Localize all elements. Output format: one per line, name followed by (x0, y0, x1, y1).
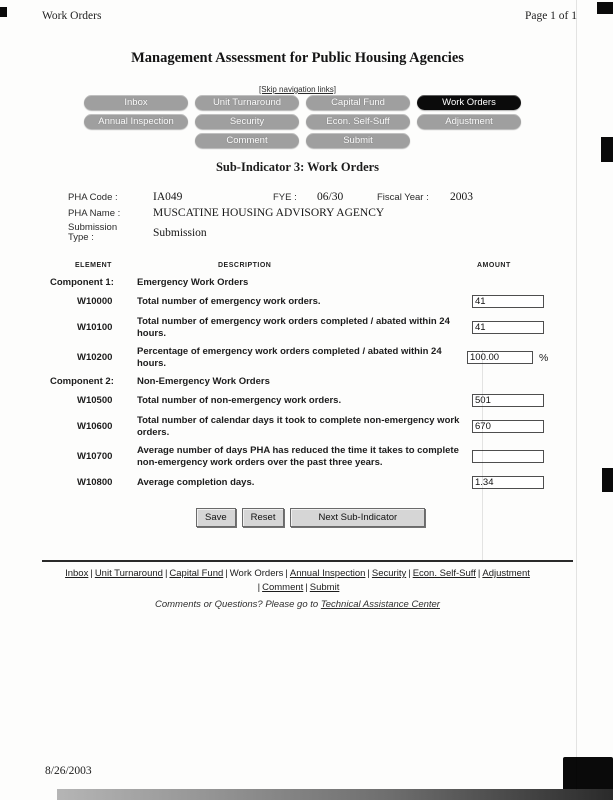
element-code: W10000 (77, 296, 113, 307)
component-1-title: Emergency Work Orders (137, 277, 249, 288)
table-row (50, 294, 560, 309)
nav-tab-security[interactable]: Security (195, 114, 299, 129)
footer-link-submit[interactable]: Submit (309, 581, 340, 593)
column-header-description: DESCRIPTION (218, 262, 272, 269)
element-code: W10100 (77, 322, 113, 333)
footer-link-work-orders: Work Orders (229, 568, 284, 579)
footer-link-comment[interactable]: Comment (262, 581, 304, 593)
sub-indicator-heading: Sub-Indicator 3: Work Orders (215, 160, 380, 174)
scan-artifact (482, 350, 483, 560)
amount-cell (467, 394, 559, 407)
nav-row-3 (0, 133, 605, 148)
amount-cell (467, 450, 559, 463)
element-description: Total number of emergency work orders. (137, 295, 321, 307)
technical-assistance-link[interactable]: Technical Assistance Center (320, 599, 440, 610)
work-orders-table (50, 262, 560, 497)
nav-row-2 (0, 114, 605, 129)
footer-link-annual-inspection[interactable]: Annual Inspection (289, 568, 366, 579)
table-row (50, 445, 560, 468)
scan-artifact (57, 789, 613, 800)
element-code: W10800 (77, 477, 113, 488)
nav-row-1 (0, 95, 605, 110)
help-text: Comments or Questions? Please go to (155, 599, 319, 610)
amount-cell (467, 476, 559, 489)
nav-tab-adjustment[interactable]: Adjustment (417, 114, 521, 129)
page-title: Management Assessment for Public Housing Agencies (131, 50, 464, 66)
element-description: Average completion days. (137, 476, 255, 488)
pha-code-row (68, 191, 538, 203)
amount-input-w10000[interactable] (472, 295, 544, 308)
main-navigation (0, 95, 605, 152)
nav-tab-work-orders[interactable]: Work Orders (417, 95, 521, 110)
save-button[interactable]: Save (196, 508, 236, 527)
component-2-title: Non-Emergency Work Orders (137, 376, 270, 387)
amount-cell (467, 420, 559, 433)
fye-value: 06/30 (317, 191, 344, 203)
element-description: Total number of emergency work orders completed / abated within 24 hours. (137, 316, 450, 339)
help-line (0, 599, 595, 610)
footer-links-line-2: | Comment | Submit (257, 581, 340, 593)
element-code: W10500 (77, 395, 113, 406)
amount-cell (467, 321, 559, 334)
submission-type-label: Submission Type : (68, 222, 118, 243)
nav-tab-unit-turnaround[interactable]: Unit Turnaround (195, 95, 299, 110)
pha-name-row (68, 207, 538, 219)
next-sub-indicator-button[interactable]: Next Sub-Indicator (290, 508, 425, 527)
table-row (50, 415, 560, 438)
footer-links-line-1: Inbox | Unit Turnaround | Capital Fund | Work Orders | Annual Inspection | Security | Econ. Self-Suff | Adjustment (65, 568, 530, 579)
footer-link-adjustment[interactable]: Adjustment (482, 568, 530, 579)
nav-tab-annual-inspection[interactable]: Annual Inspection (84, 114, 188, 129)
nav-tab-econ-self-suff[interactable]: Econ. Self-Suff (306, 114, 410, 129)
footer-link-capital-fund[interactable]: Capital Fund (169, 568, 224, 579)
nav-tab-comment[interactable]: Comment (195, 133, 299, 148)
fiscal-year-value: 2003 (450, 191, 473, 203)
table-row (50, 346, 560, 369)
element-code: W10200 (77, 352, 113, 363)
table-header-row (50, 262, 560, 269)
table-row (50, 316, 560, 339)
element-code: W10700 (77, 451, 113, 462)
element-description: Average number of days PHA has reduced the time it takes to complete non-emergency work orders over the past three years. (137, 445, 459, 468)
scan-artifact (597, 2, 613, 14)
submission-type-row (68, 223, 538, 243)
column-header-amount: AMOUNT (477, 262, 511, 269)
table-row (50, 475, 560, 490)
submission-type-value: Submission (153, 227, 207, 239)
print-header-title: Work Orders (42, 10, 102, 22)
amount-input-w10100[interactable] (472, 321, 544, 334)
component-1-row (50, 277, 560, 288)
component-2-row (50, 376, 560, 387)
pha-info (68, 191, 538, 247)
column-header-element: ELEMENT (75, 262, 112, 269)
scan-artifact (0, 7, 7, 17)
amount-input-w10200[interactable] (467, 351, 533, 364)
print-date: 8/26/2003 (45, 765, 92, 777)
component-2-label: Component 2: (50, 376, 114, 387)
footer-link-security[interactable]: Security (371, 568, 407, 579)
element-code: W10600 (77, 421, 113, 432)
skip-navigation-link[interactable]: [Skip navigation links] (259, 85, 336, 94)
nav-tab-inbox[interactable]: Inbox (84, 95, 188, 110)
scan-artifact (602, 468, 613, 492)
nav-tab-capital-fund[interactable]: Capital Fund (306, 95, 410, 110)
pha-code-label: PHA Code : (68, 192, 118, 203)
scan-artifact (563, 757, 613, 791)
pha-code-value: IA049 (153, 191, 183, 203)
skip-navigation (0, 85, 595, 94)
element-description: Total number of non-emergency work orders. (137, 394, 342, 406)
element-description: Total number of calendar days it took to complete non-emergency work orders. (137, 415, 460, 438)
print-header-page-number: Page 1 of 1 (524, 10, 577, 22)
scan-artifact (601, 137, 613, 162)
footer-link-unit-turnaround[interactable]: Unit Turnaround (94, 568, 163, 579)
pha-name-label: PHA Name : (68, 208, 121, 219)
fye-label: FYE : (273, 192, 297, 203)
nav-tab-submit[interactable]: Submit (306, 133, 410, 148)
action-buttons (196, 508, 425, 527)
footer-link-inbox[interactable]: Inbox (65, 568, 89, 579)
footer-divider (42, 560, 573, 562)
percent-suffix: % (539, 351, 549, 364)
print-header (42, 10, 577, 22)
table-row (50, 393, 560, 408)
fiscal-year-label: Fiscal Year : (377, 192, 429, 203)
element-description: Percentage of emergency work orders completed / abated within 24 hours. (137, 346, 442, 369)
amount-cell (467, 295, 559, 308)
scan-artifact (576, 0, 577, 790)
reset-button[interactable]: Reset (242, 508, 285, 527)
pha-name-value: MUSCATINE HOUSING ADVISORY AGENCY (153, 207, 385, 219)
footer-links (0, 567, 595, 594)
component-1-label: Component 1: (50, 277, 114, 288)
amount-cell (467, 351, 559, 364)
footer-link-econ-self-suff[interactable]: Econ. Self-Suff (412, 568, 476, 579)
